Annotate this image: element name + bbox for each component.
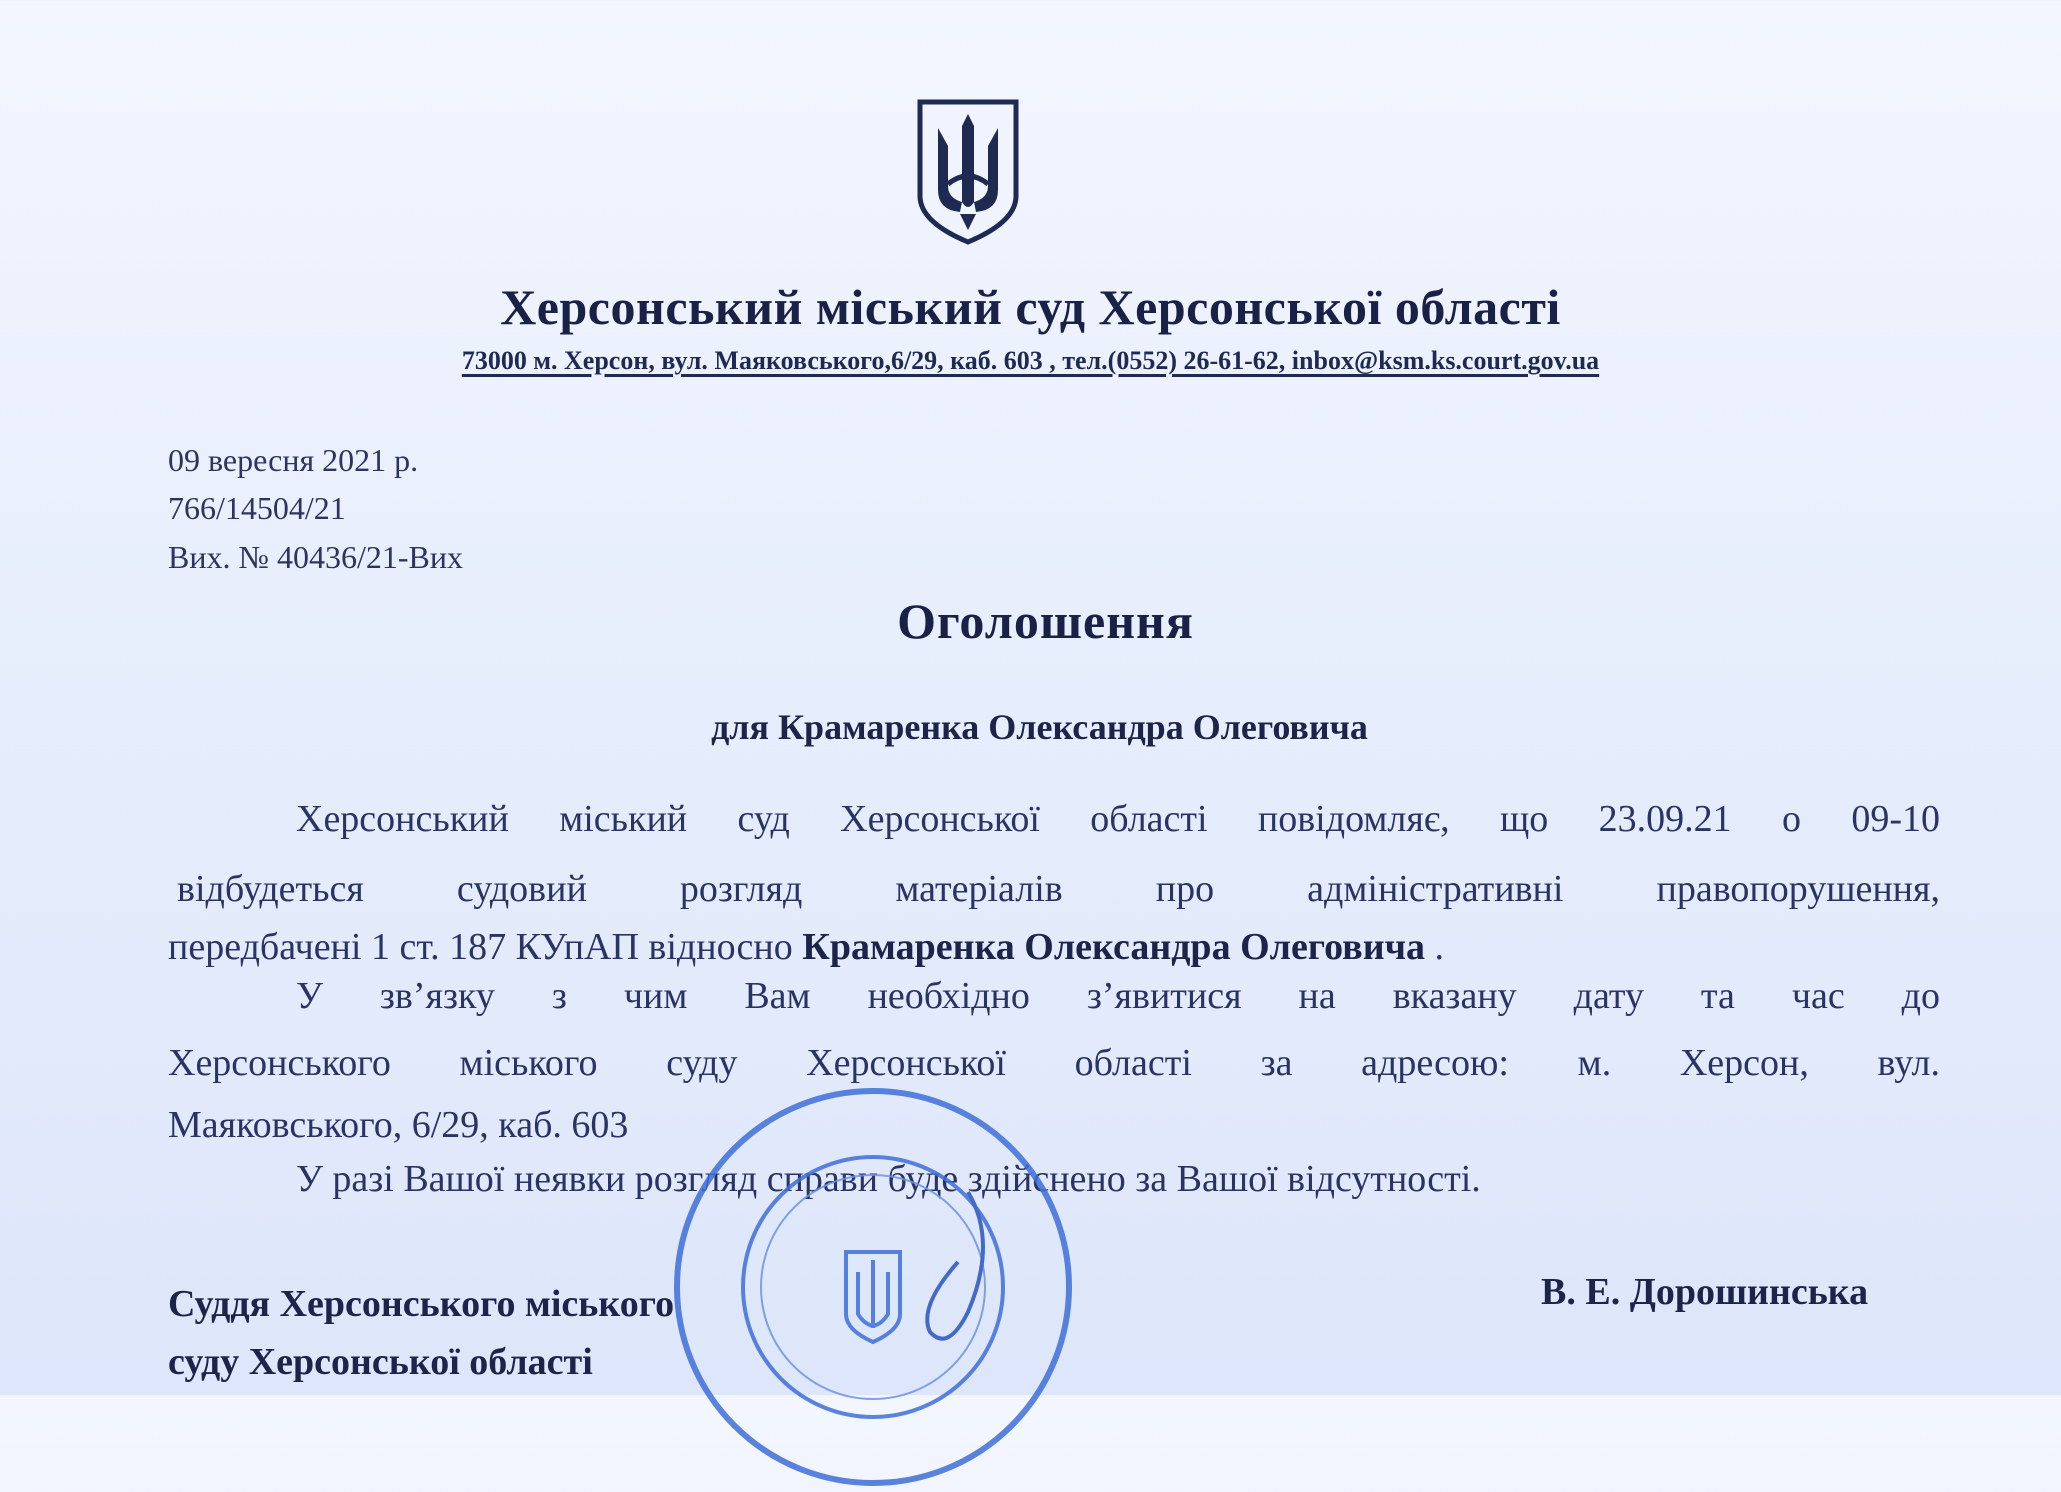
body-line-4: У зв’язку з чим Вам необхідно з’явитися на вказану дату та час до (296, 975, 1940, 1017)
trident-emblem-icon (912, 98, 1024, 246)
court-address (0, 346, 2061, 376)
body-line-2: відбудеться судовий розгляд матеріалів про адміністративні правопорушення, (177, 868, 1940, 910)
body-line-7: У разі Вашої неявки розгляд справи буде здійснено за Вашої відсутності. (296, 1158, 1481, 1200)
body-line-3-post: . (1425, 926, 1445, 968)
case-number: 766/14504/21 (168, 490, 346, 526)
document-date: 09 вересня 2021 р. (168, 442, 419, 478)
court-address-text: 73000 м. Херсон, вул. Маяковського,6/29, каб. 603 , тел.(0552) 26-61-62, inbox@ksm.ks.court.gov.ua (461, 346, 1600, 375)
recipient: для Крамаренка Олександра Олеговича (711, 707, 1368, 747)
judge-position-line-2: суду Херсонської області (168, 1341, 593, 1383)
outgoing-number: Вих. № 40436/21-Вих (168, 539, 464, 575)
body-line-3 (168, 925, 1444, 969)
defendant-name: Крамаренка Олександра Олеговича (802, 926, 1426, 968)
judge-name: В. Е. Дорошинська (1541, 1271, 1869, 1313)
court-name: Херсонський міський суд Херсонської області (500, 279, 1561, 335)
body-line-6: Маяковського, 6/29, каб. 603 (168, 1104, 629, 1146)
court-seal-icon (668, 1082, 1078, 1492)
body-line-1: Херсонський міський суд Херсонської області повідомляє, що 23.09.21 о 09-10 (296, 798, 1940, 840)
body-line-5: Херсонського міського суду Херсонської області за адресою: м. Херсон, вул. (168, 1042, 1940, 1084)
body-line-3-pre: передбачені 1 ст. 187 КУпАП відносно (168, 926, 803, 968)
judge-position-line-1: Суддя Херсонського міського (168, 1283, 675, 1325)
document-title: Оголошення (897, 593, 1194, 649)
